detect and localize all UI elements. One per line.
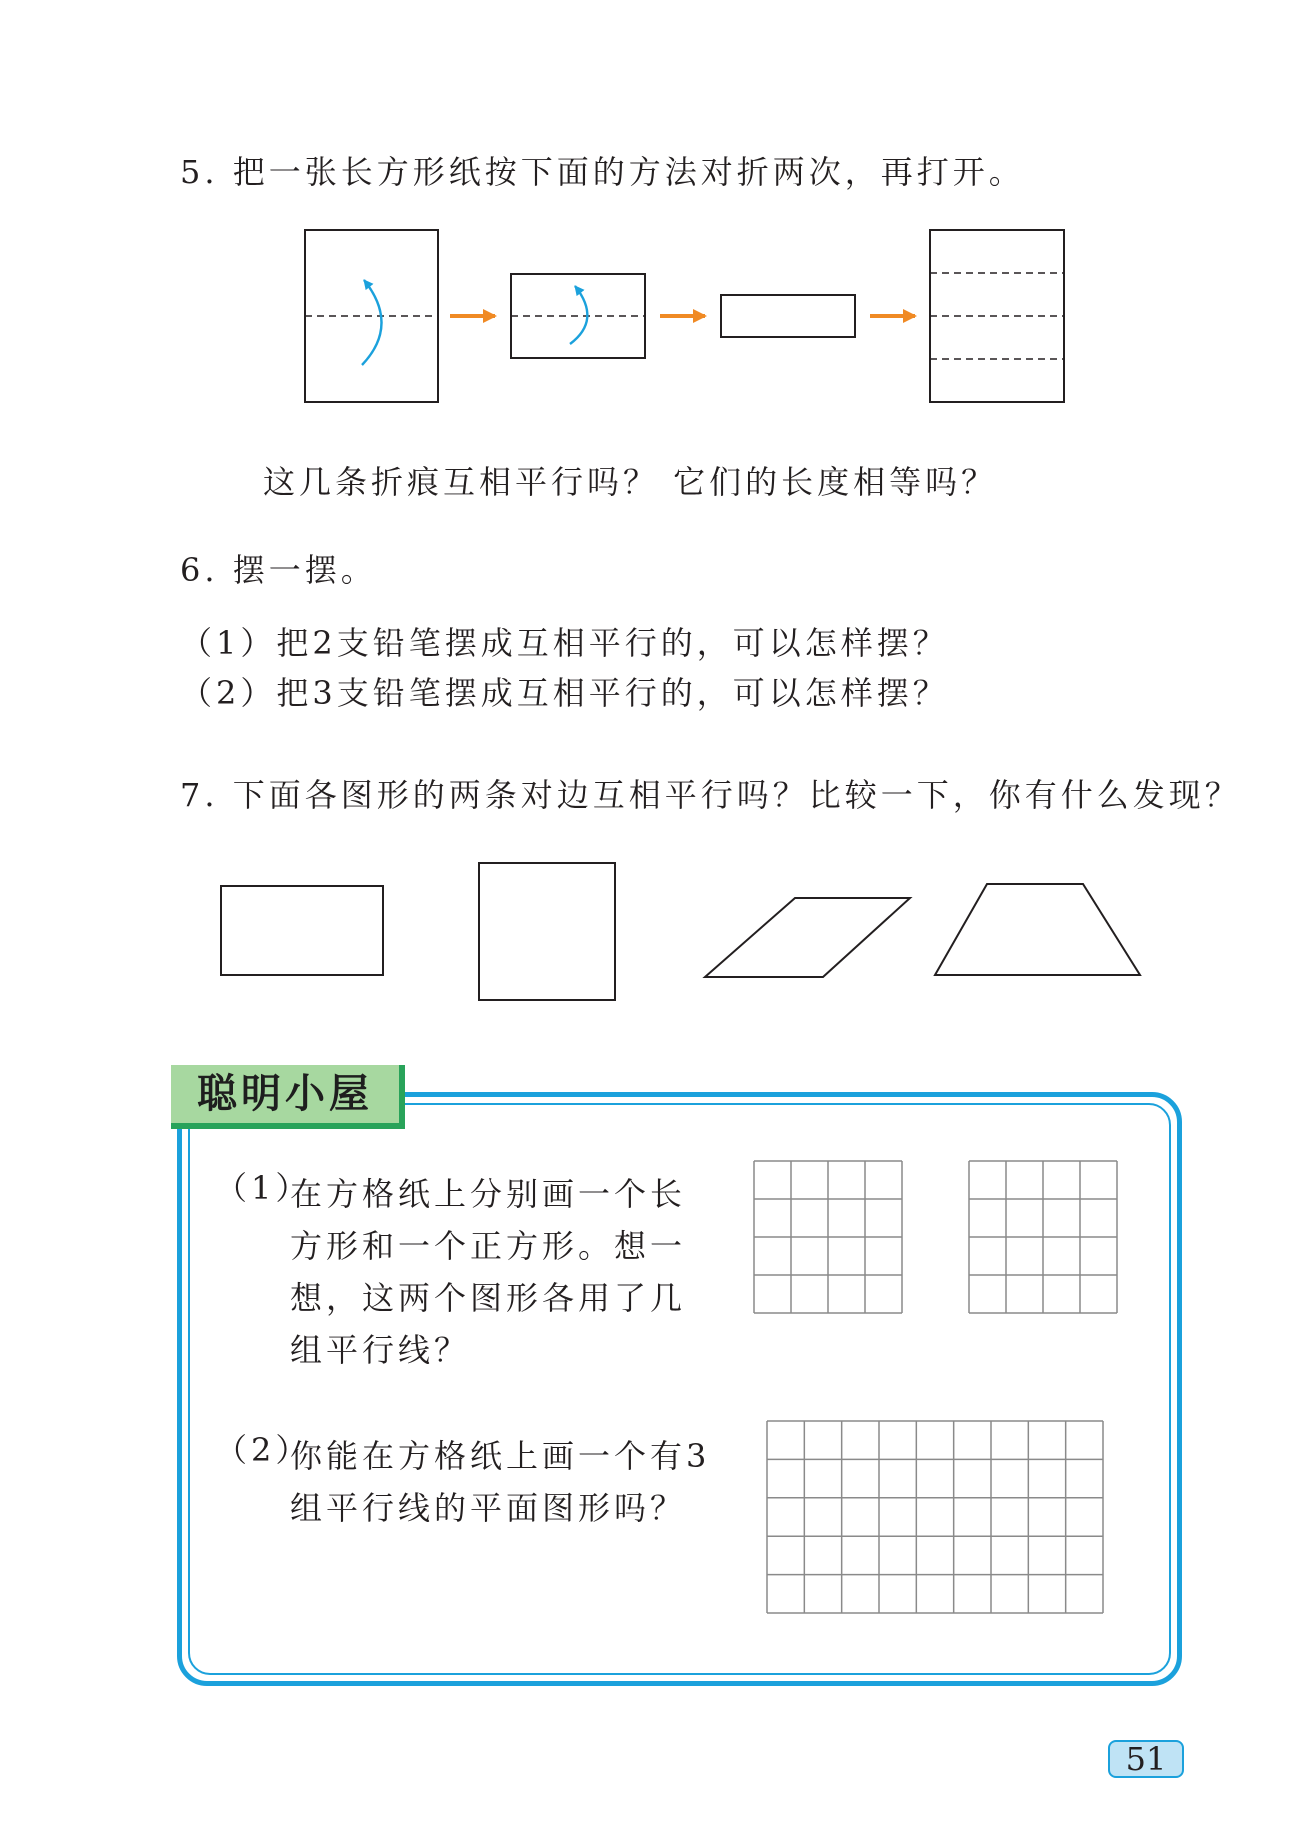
text-line: 组平行线？ — [290, 1331, 471, 1369]
text-line: 方形和一个正方形。想一 — [290, 1227, 687, 1265]
trapezoid-shape — [935, 884, 1140, 975]
paper-sheet-reopened — [930, 230, 1064, 402]
text-line: 组平行线的平面图形吗？ — [290, 1489, 687, 1527]
question-5-prompt: 这几条折痕互相平行吗？ 它们的长度相等吗？ — [263, 463, 998, 501]
smart-corner-part-2-number: （2） — [215, 1431, 312, 1469]
grid-paper-4x4-left — [753, 1160, 905, 1316]
shapes-row — [200, 855, 1160, 1015]
rectangle-shape — [221, 886, 383, 975]
smart-corner-title: 聪明小屋 — [171, 1065, 405, 1129]
grid-paper-9x5 — [766, 1420, 1106, 1620]
paper-sheet-folded-once — [511, 274, 645, 358]
question-6-part-2: （2）把3支铅笔摆成互相平行的，可以怎样摆？ — [180, 674, 949, 712]
square-shape — [479, 863, 615, 1000]
smart-corner-part-1-text — [290, 1168, 730, 1376]
grid-paper-4x4-right — [968, 1160, 1120, 1316]
folding-diagram — [290, 220, 1080, 410]
question-6-part-1: （1）把2支铅笔摆成互相平行的，可以怎样摆？ — [180, 624, 949, 662]
question-7: 7. 下面各图形的两条对边互相平行吗？比较一下，你有什么发现？ — [180, 776, 1241, 814]
text-line: 在方格纸上分别画一个长 — [290, 1175, 687, 1213]
text-line: 你能在方格纸上画一个有3 — [290, 1437, 711, 1475]
paper-sheet-unfolded — [305, 230, 438, 402]
question-5: 5. 把一张长方形纸按下面的方法对折两次，再打开。 — [180, 153, 1025, 191]
parallelogram-shape — [705, 898, 910, 977]
smart-corner-part-1-number: （1） — [215, 1169, 312, 1207]
paper-sheet-folded-twice — [721, 295, 855, 337]
smart-corner-part-2-text — [290, 1430, 730, 1534]
text-line: 想，这两个图形各用了几 — [290, 1279, 687, 1317]
question-6: 6. 摆一摆。 — [180, 551, 377, 589]
page-number: 51 — [1108, 1740, 1184, 1778]
